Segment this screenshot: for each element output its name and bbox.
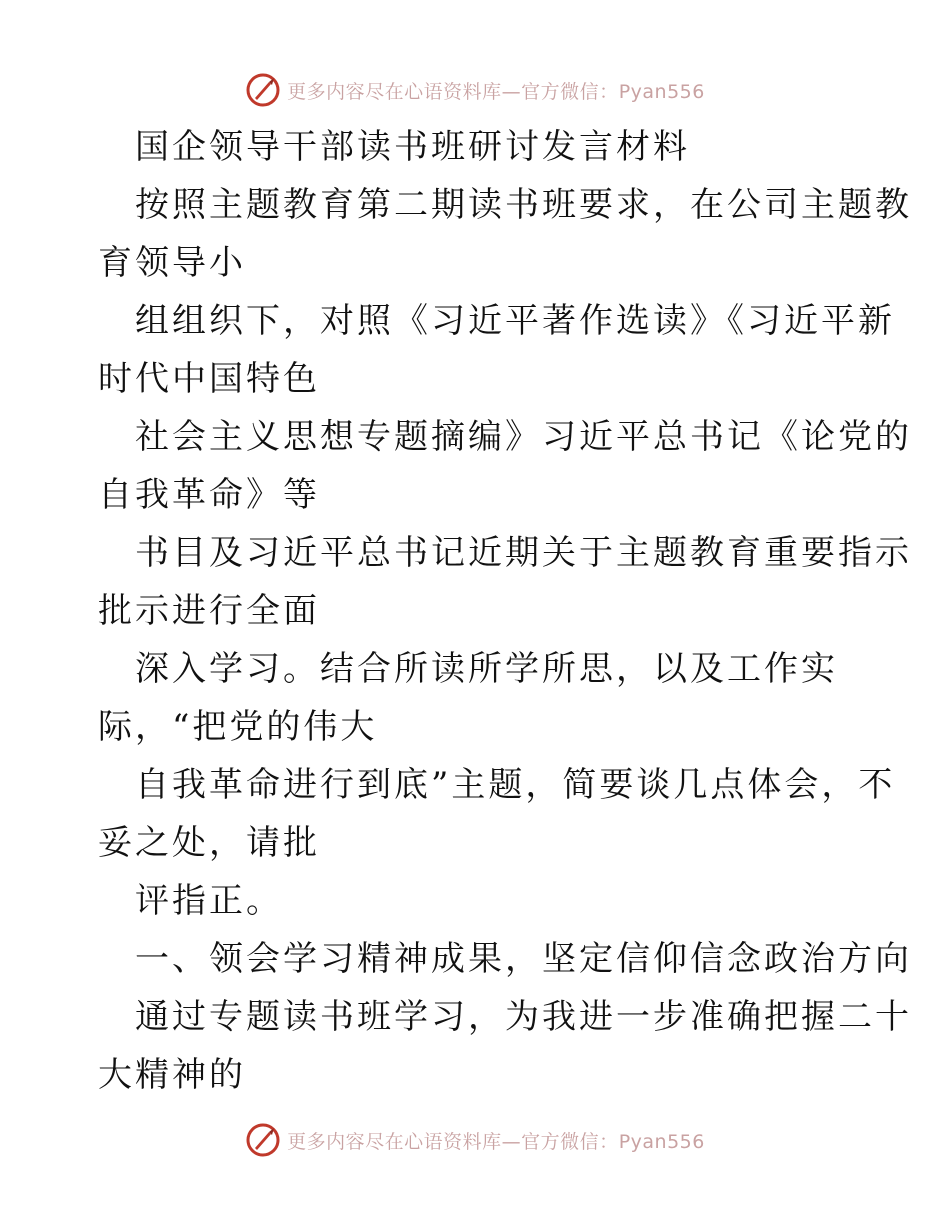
header-watermark-banner — [0, 70, 950, 110]
footer-separator: — — [501, 1130, 522, 1153]
header-brand-text: 更多内容尽在心语资料库 — [287, 80, 502, 103]
paragraph-line: 社会主义思想专题摘编》习近平总书记《论党的 — [135, 417, 912, 457]
quill-logo-icon — [245, 72, 281, 108]
paragraph-line: 通过专题读书班学习，为我进一步准确把握二十 — [135, 997, 912, 1037]
footer-banner-text — [287, 1127, 705, 1154]
footer-watermark-banner — [0, 1120, 950, 1160]
paragraph-line: 育领导小 — [98, 243, 246, 283]
paragraph-line: 自我革命进行到底”主题，简要谈几点体会，不 — [135, 765, 896, 805]
footer-wechat-id: Pyan556 — [618, 1130, 705, 1153]
paragraph-line: 批示进行全面 — [98, 591, 320, 631]
paragraph-line: 时代中国特色 — [98, 359, 320, 399]
header-wechat-label: 官方微信： — [521, 80, 619, 103]
header-wechat-id: Pyan556 — [618, 80, 705, 103]
document-body — [98, 118, 912, 1104]
paragraph-line: 按照主题教育第二期读书班要求，在公司主题教 — [135, 185, 912, 225]
paragraph-line: 书目及习近平总书记近期关于主题教育重要指示 — [135, 533, 912, 573]
paragraph-line: 评指正。 — [135, 881, 283, 921]
document-title: 国企领导干部读书班研讨发言材料 — [135, 127, 690, 167]
paragraph-line: 妥之处，请批 — [98, 823, 320, 863]
paragraph-line: 组组织下，对照《习近平著作选读》《习近平新 — [135, 301, 895, 341]
footer-brand-text: 更多内容尽在心语资料库 — [287, 1130, 502, 1153]
paragraph-line: 际，“把党的伟大 — [98, 707, 378, 747]
paragraph-line: 大精神的 — [98, 1055, 246, 1095]
header-banner-text — [287, 77, 705, 104]
paragraph-line: 深入学习。结合所读所学所思，以及工作实 — [135, 649, 838, 689]
section-heading: 一、领会学习精神成果，坚定信仰信念政治方向 — [135, 939, 912, 979]
paragraph-line: 自我革命》等 — [98, 475, 320, 515]
quill-logo-icon — [245, 1122, 281, 1158]
header-separator: — — [501, 80, 522, 103]
footer-wechat-label: 官方微信： — [521, 1130, 619, 1153]
